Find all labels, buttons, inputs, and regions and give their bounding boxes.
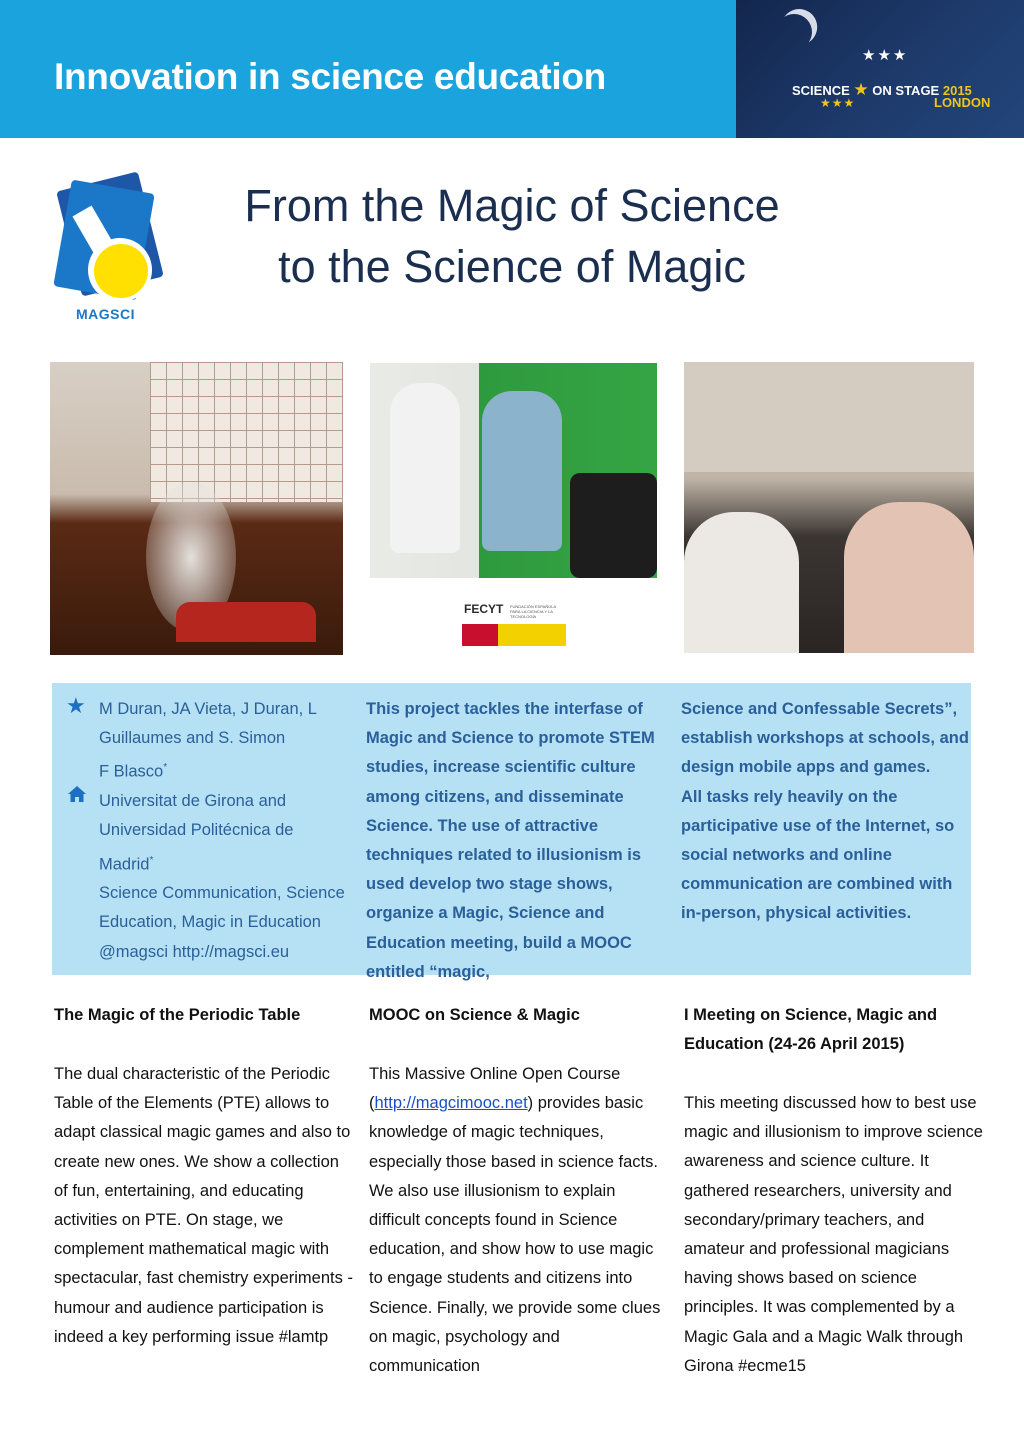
title-line-2: to the Science of Magic <box>278 241 746 292</box>
sos-logo-city: LONDON <box>934 95 991 110</box>
section-body-mooc: This Massive Online Open Course (http://magcimooc.net) provides basic knowledge of magic techniques, especially those based in science facts. We also use illusionism to explain difficult concepts found in Science education, and show how to use magic to engage students and citizens into Science. Finally, we provide some clues on magic, psychology and communication <box>369 1065 661 1376</box>
sos-logo-line1: SCIENCE ★ ON STAGE 2015 <box>792 80 972 99</box>
stars-icon: ★★★ <box>862 47 909 64</box>
title-line-1: From the Magic of Science <box>244 180 780 231</box>
header-banner <box>0 0 1024 138</box>
photo-meeting-audience <box>684 362 974 653</box>
house-icon <box>67 785 87 803</box>
moon-icon <box>773 11 815 53</box>
magsci-logo <box>48 172 170 324</box>
star-icon: ★ <box>66 693 86 718</box>
authors-block: M Duran, JA Vieta, J Duran, L Guillaumes and S. Simon F Blasco* Universitat de Girona and Universidad Politécnica de Madrid* Science Communication, Science Education, Magic in Education @magsci http://magsci.eu <box>99 700 345 961</box>
poster-title <box>170 175 854 297</box>
section-heading-meeting: I Meeting on Science, Magic and Education (24-26 April 2015) <box>684 1006 938 1054</box>
photo-periodic-table-stage <box>50 362 343 655</box>
photo-mooc-recording <box>370 363 657 578</box>
project-description-col2: Science and Confessable Secrets”, establish workshops at schools, and design mobile apps and games. All tasks rely heavily on the participative use of the Internet, so social networks and online communication are combined with in-person, physical activities. <box>681 700 969 923</box>
section-heading-periodic-table: The Magic of the Periodic Table <box>54 1006 301 1024</box>
logo-text: MAGSCI <box>76 306 135 322</box>
science-on-stage-logo <box>736 0 1024 138</box>
section-body-periodic-table: The dual characteristic of the Periodic Table of the Elements (PTE) allows to adapt classical magic games and also to create new ones. We show a collection of fun, entertaining, and educating activities on PTE. On stage, we complement mathematical magic with spectacular, fast chemistry experiments - humour and audience participation is indeed a key performing issue #lamtp <box>54 1065 353 1346</box>
small-stars-icon: ★★★ <box>820 96 856 110</box>
section-body-meeting: This meeting discussed how to best use magic and illusionism to improve science awareness and science culture. It gathered researchers, university and secondary/primary teachers, and amateur and professional magicians having shows based on science principles. It was complemented by a Magic Gala and a Magic Walk through Girona #ecme15 <box>684 1094 983 1375</box>
banner-title: Innovation in science education <box>54 56 606 97</box>
project-description-col1: This project tackles the interfase of Magic and Science to promote STEM studies, increase scientific culture among citizens, and disseminate Science. The use of attractive techniques related to illusionism is used develop two stage shows, organize a Magic, Science and Education meeting, build a MOOC entitled “magic, <box>366 700 655 981</box>
mooc-link[interactable]: http://magcimooc.net <box>374 1094 528 1113</box>
section-heading-mooc: MOOC on Science & Magic <box>369 1006 580 1024</box>
fecyt-logo: FECYT FUNDACIÓN ESPAÑOLA PARA LA CIENCIA Y LA TECNOLOGÍA <box>462 602 566 648</box>
